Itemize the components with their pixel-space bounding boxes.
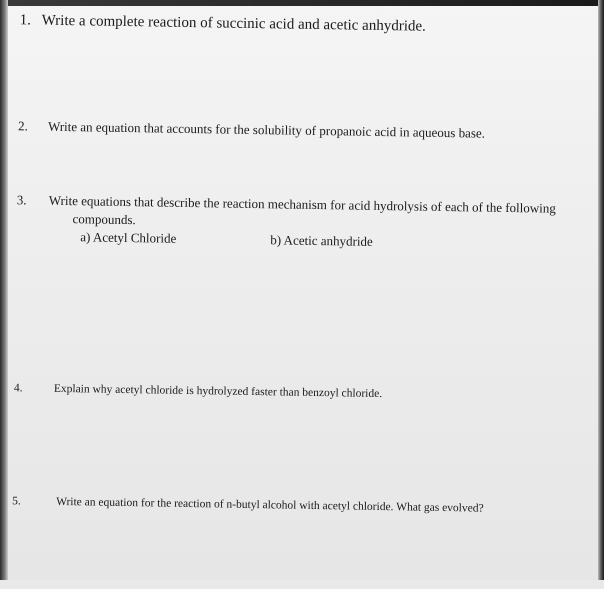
subpart-a: a) Acetyl Chloride	[80, 229, 177, 246]
question-text: Write a complete reaction of succinic acid and acetic anhydride.	[41, 12, 426, 35]
question-text: Write an equation that accounts for the solubility of propanoic acid in aqueous base.	[47, 118, 486, 141]
question-number: 5.	[12, 495, 21, 508]
question-number: 2.	[17, 118, 28, 134]
question-text: Write an equation for the reaction of n-butyl alcohol with acetyl chloride. What gas evolved?	[56, 495, 484, 515]
question-text-continued: compounds.	[72, 211, 136, 228]
subpart-b: b) Acetic anhydride	[270, 232, 373, 249]
question-text: Explain why acetyl chloride is hydrolyzed faster than benzoyl chloride.	[53, 382, 383, 401]
question-number: 3.	[16, 192, 27, 208]
question-number: 1.	[19, 12, 32, 29]
question-number: 4.	[13, 382, 23, 395]
question-text: Write equations that describe the reaction mechanism for acid hydrolysis of each of the following	[48, 192, 556, 216]
